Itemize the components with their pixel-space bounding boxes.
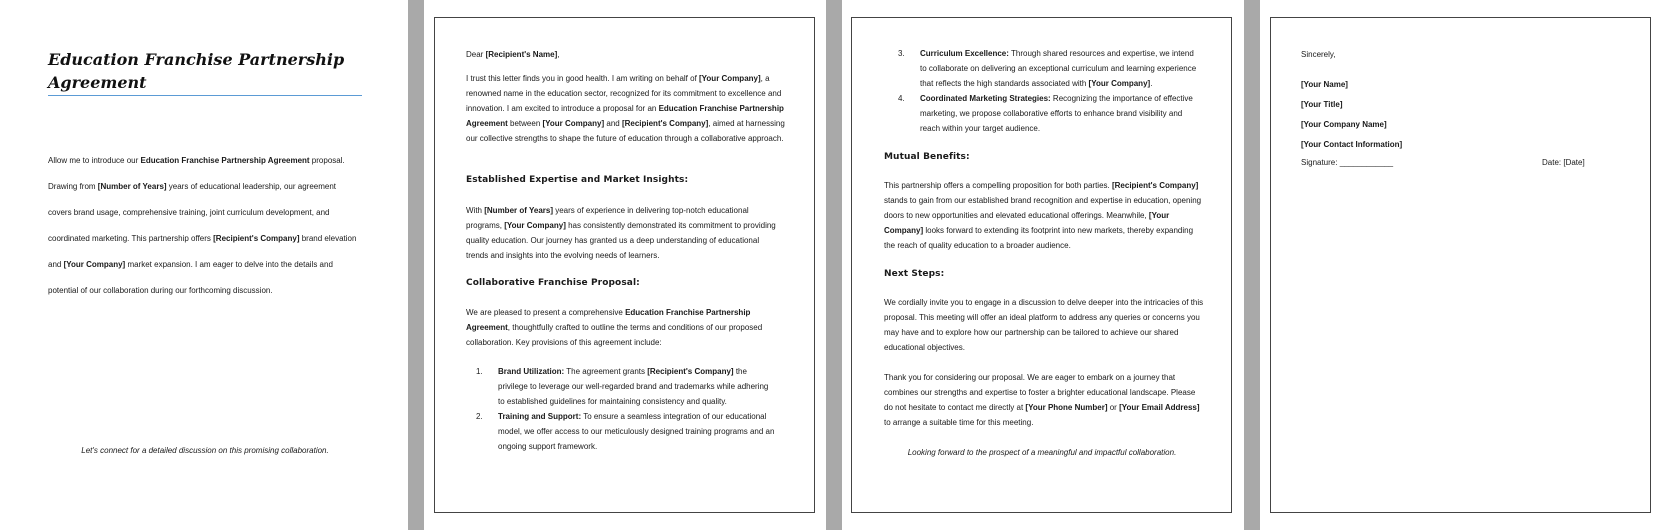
next-steps-paragraph: We cordially invite you to engage in a discussion to delve deeper into the intricacies of this proposal. This meeting will offer an ideal platform to address any queries or concerns you may have and to explore how our partnership can be tailored to achieve our shared educational objectives. (884, 298, 1204, 352)
list-number: 4. (898, 94, 905, 103)
list-number: 2. (476, 412, 483, 421)
heading-next-steps: Next Steps: (884, 269, 945, 279)
thanks-paragraph: Thank you for considering our proposal. We are eager to embark on a journey that combines our strengths and expertise to foster a brighter educational landscape. Please do not hesitate to contact me directly at [Your Phone Number] or [Your Email Address] to arrange a suitable time for this meeting. (884, 373, 1200, 427)
page-3 (842, 0, 1244, 530)
signature-block (1301, 75, 1402, 155)
page3-closing: Looking forward to the prospect of a meaningful and impactful collaboration. (907, 448, 1177, 457)
date-line: Date: [Date] (1542, 158, 1585, 167)
provisions-list-b (898, 46, 1198, 136)
expertise-paragraph: With [Number of Years] years of experience in delivering top-notch educational programs, [Your Company] has consistently demonstrated its commitment to providing quality education. Our journey has granted us a deep understanding of educational trends and insights into the evolving needs of learners. (466, 206, 776, 260)
list-item: 1. Brand Utilization: The agreement grants [Recipient's Company] the privilege to leverage our well-regarded brand and trademarks while adhering to established guidelines for maintaining consistency and quality. (476, 364, 776, 409)
page-gutter (408, 0, 424, 530)
list-number: 1. (476, 367, 483, 376)
title-underline (48, 95, 362, 96)
document-title: Education Franchise Partnership Agreement (48, 50, 345, 92)
your-company-name: [Your Company Name] (1301, 120, 1387, 129)
list-number: 3. (898, 49, 905, 58)
benefits-paragraph: This partnership offers a compelling proposition for both parties. [Recipient's Company] stands to gain from our established brand recognition and expertise in education, opening doors to new opportunities and elevated educational offerings. Meanwhile, [Your Company] looks forward to extending its footprint into new markets, thereby expanding the reach of quality education to a broader audience. (884, 181, 1202, 250)
your-title: [Your Title] (1301, 100, 1343, 109)
list-item: 3. Curriculum Excellence: Through shared resources and expertise, we intend to collaborate on delivering an exceptional curriculum and learning experience that reflects the high standards associated with [Your Company]. (898, 46, 1198, 91)
signature-line: Signature: ____________ (1301, 158, 1394, 167)
proposal-paragraph: We are pleased to present a comprehensive Education Franchise Partnership Agreement, thoughtfully crafted to outline the terms and conditions of our proposed collaboration. Key provisions of this agreement include: (466, 308, 763, 347)
page-gutter (1244, 0, 1260, 530)
salutation: Dear [Recipient's Name], (466, 50, 560, 59)
page-gutter (826, 0, 842, 530)
your-contact-information: [Your Contact Information] (1301, 140, 1403, 149)
heading-expertise: Established Expertise and Market Insights: (466, 175, 689, 185)
sincerely: Sincerely, (1301, 50, 1336, 59)
page1-closing: Let's connect for a detailed discussion on this promising collaboration. (81, 446, 329, 455)
heading-benefits: Mutual Benefits: (884, 152, 970, 162)
page-1 (0, 0, 408, 530)
heading-proposal: Collaborative Franchise Proposal: (466, 278, 640, 288)
list-item: 2. Training and Support: To ensure a seamless integration of our educational model, we offer access to our meticulously designed training programs and an ongoing support framework. (476, 409, 776, 454)
list-item: 4. Coordinated Marketing Strategies: Recognizing the importance of effective marketing, we propose collaborative efforts to enhance brand visibility and reach within your target audience. (898, 91, 1198, 136)
page-2 (424, 0, 826, 530)
opening-paragraph: I trust this letter finds you in good health. I am writing on behalf of [Your Company], a renowned name in the education sector, recognized for its commitment to excellence and innovation. I am excited to introduce a proposal for an Education Franchise Partnership Agreement between [Your Company] and [Recipient's Company], aimed at harnessing our collective strengths to shape the future of education through a collaborative approach. (466, 74, 785, 143)
page-4 (1260, 0, 1661, 530)
provisions-list-a (476, 364, 776, 454)
intro-paragraph: Allow me to introduce our Education Franchise Partnership Agreement proposal. Drawing from [Number of Years] years of educational leadership, our agreement covers brand usage, comprehensive training, joint curriculum development, and coordinated marketing. This partnership offers [Recipient's Company] brand elevation and [Your Company] market expansion. I am eager to delve into the details and potential of our collaboration during our forthcoming discussion. (48, 156, 357, 295)
your-name: [Your Name] (1301, 80, 1348, 89)
